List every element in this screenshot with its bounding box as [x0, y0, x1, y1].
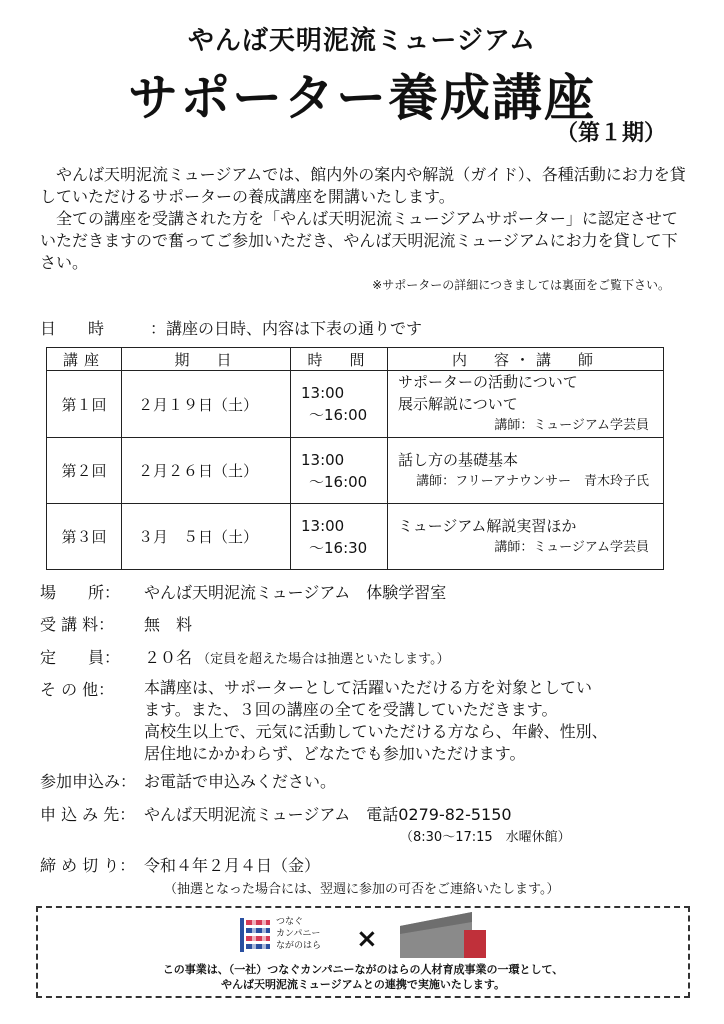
info-fee — [40, 612, 192, 635]
content-line: 展示解説について — [398, 395, 518, 413]
footer-text — [36, 962, 690, 992]
info-place-value: やんば天明泥流ミュージアム 体験学習室 — [144, 583, 447, 602]
time-end: ～16:30 — [309, 538, 368, 557]
info-deadline-note: （抽選となった場合には、翌週に参加の可否をご連絡いたします。） — [164, 882, 560, 897]
info-apply — [40, 769, 336, 792]
partner-line: カンパニー — [276, 929, 321, 939]
row-content — [388, 504, 664, 570]
table-row — [47, 438, 664, 504]
intro-text — [40, 164, 688, 274]
info-contact-hours: （8:30～17:15 水曜休館） — [400, 830, 571, 845]
row-date: ２月１９日（土） — [122, 371, 291, 438]
info-place-label: 場 所： — [40, 583, 121, 602]
info-capacity-value: ２０名 — [144, 648, 193, 667]
time-start: 13:00 — [301, 450, 345, 469]
lecturer: 講師：フリーアナウンサー 青木玲子氏 — [416, 473, 649, 489]
header-date: 期 日 — [122, 348, 291, 371]
partner-line: ながのはら — [276, 941, 322, 951]
term-label: （第１期） — [555, 120, 666, 146]
info-fee-value: 無 料 — [144, 615, 193, 634]
header-content: 内 容・講 師 — [388, 348, 664, 371]
time-start: 13:00 — [301, 516, 345, 535]
partner-logo-icon — [240, 918, 270, 952]
row-content — [388, 438, 664, 504]
info-fee-label: 受 講 料： — [40, 615, 115, 634]
schedule-text: ：講座の日時、内容は下表の通りです — [150, 319, 423, 338]
info-contact-label: 申 込 み 先： — [40, 805, 136, 824]
row-date: ３月 ５日（土） — [122, 504, 291, 570]
footer-line: やんば天明泥流ミュージアムとの連携で実施いたします。 — [221, 978, 505, 991]
cross-icon: × — [356, 924, 378, 954]
page-title: サポーター養成講座 — [128, 68, 596, 127]
lecturer: 講師：ミュージアム学芸員 — [494, 539, 649, 555]
info-place — [40, 580, 446, 603]
row-content — [388, 371, 664, 438]
info-capacity-label: 定 員： — [40, 648, 121, 667]
info-other-line: 居住地にかかわらず、どなたでも参加いただけます。 — [144, 744, 526, 763]
intro-paragraph-1: やんば天明泥流ミュージアムでは、館内外の案内や解説（ガイド）、各種活動にお力を貸していただけるサポーターの養成講座を開講いたします。 — [40, 165, 686, 206]
row-number: 第１回 — [47, 371, 122, 438]
schedule-heading — [40, 316, 422, 339]
info-apply-value: お電話で申込みください。 — [144, 772, 337, 791]
museum-logo-icon — [400, 912, 492, 958]
info-deadline-label: 締 め 切 り： — [40, 856, 136, 875]
partner-logo-text — [276, 916, 321, 952]
info-other-text — [144, 677, 608, 765]
content-line: 話し方の基礎基本 — [398, 450, 519, 469]
schedule-label: 日 時 — [40, 319, 105, 338]
content-line: サポーターの活動について — [398, 373, 578, 391]
info-other-label-row — [40, 677, 144, 700]
lecturer: 講師：ミュージアム学芸員 — [494, 418, 649, 433]
table-row — [47, 371, 664, 438]
header-lecture: 講座 — [47, 348, 122, 371]
content-line: ミュージアム解説実習ほか — [398, 516, 577, 535]
info-deadline-value: 令和４年２月４日（金） — [144, 856, 321, 875]
info-contact-value: やんば天明泥流ミュージアム 電話0279-82-5150 — [144, 805, 512, 824]
row-time — [291, 371, 388, 438]
info-other-line: 本講座は、サポーターとして活躍いただける方を対象としてい — [144, 678, 593, 697]
museum-name-heading: やんば天明泥流ミュージアム — [187, 26, 537, 56]
info-other-label: そ の 他： — [40, 680, 115, 699]
row-time — [291, 504, 388, 570]
info-capacity-note: （定員を超えた場合は抽選といたします。） — [197, 652, 450, 667]
row-time — [291, 438, 388, 504]
table-row — [47, 504, 664, 570]
schedule-table — [46, 347, 664, 570]
intro-note: ※サポーターの詳細につきましては裏面をご覧下さい。 — [372, 278, 670, 292]
intro-paragraph-2: 全ての講座を受講された方を「やんば天明泥流ミュージアムサポーター」に認定させていただきますので奮ってご参加いただき、やんば天明泥流ミュージアムにお力を貸して下さい。 — [40, 209, 678, 272]
info-apply-label: 参加申込み： — [40, 772, 137, 791]
row-date: ２月２６日（土） — [122, 438, 291, 504]
info-capacity — [40, 645, 450, 668]
time-end: ～16:00 — [309, 472, 368, 491]
partner-line: つなぐ — [276, 917, 304, 927]
time-start: 13:00 — [301, 384, 345, 402]
info-other-line: 高校生以上で、元気に活動していただける方なら、年齢、性別、 — [144, 722, 608, 741]
info-contact — [40, 802, 512, 825]
table-header-row — [47, 348, 664, 371]
info-other-line: ます。また、３回の講座の全てを受講していただきます。 — [144, 700, 558, 719]
header-time: 時 間 — [291, 348, 388, 371]
footer-line: この事業は、（一社）つなぐカンパニーながのはらの人材育成事業の一環として、 — [162, 963, 564, 976]
row-number: 第２回 — [47, 438, 122, 504]
info-deadline — [40, 853, 320, 876]
row-number: 第３回 — [47, 504, 122, 570]
time-end: ～16:00 — [309, 406, 368, 424]
